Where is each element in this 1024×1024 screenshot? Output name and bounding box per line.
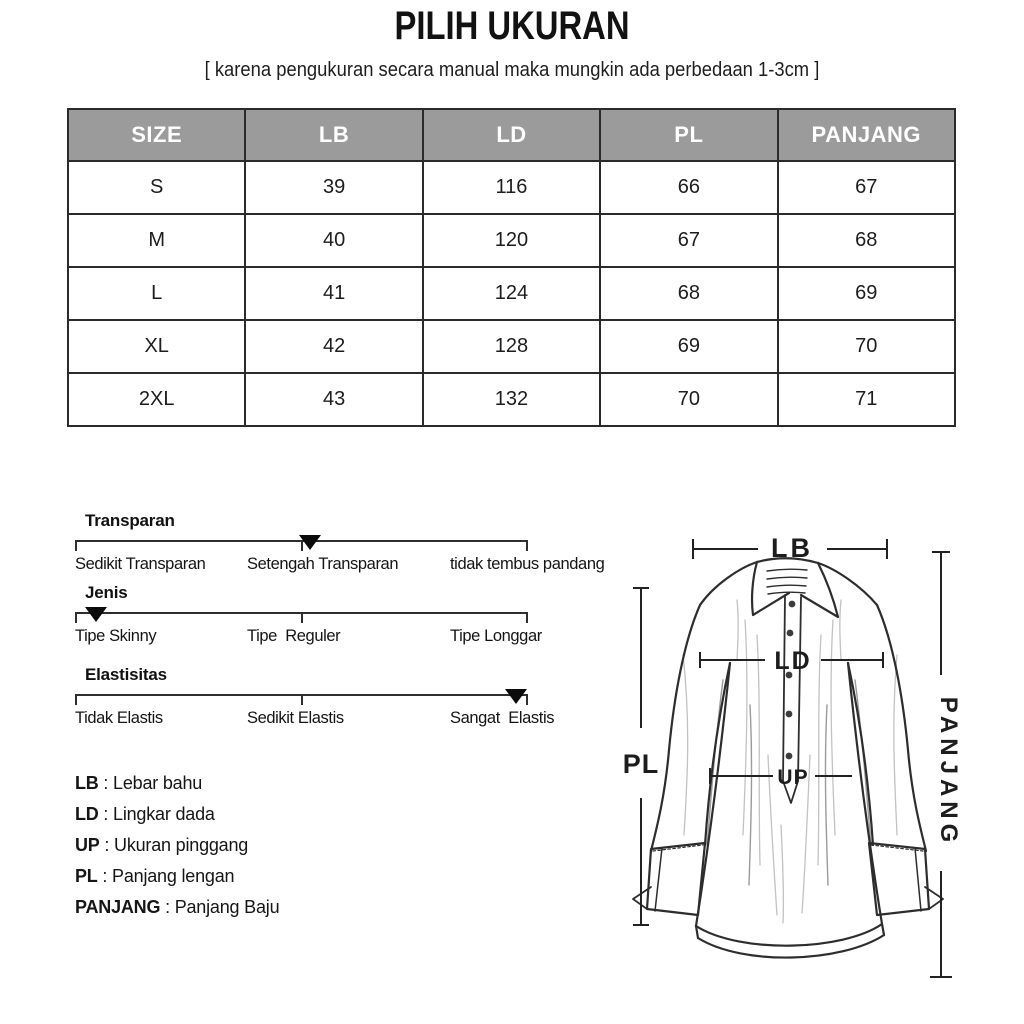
tick-right [526,614,528,623]
value-cell: 69 [778,267,955,320]
table-row [68,267,955,320]
scale-track [75,540,528,552]
scale-label: Tipe Skinny [75,627,157,645]
triangle-marker-icon [299,535,321,550]
value-cell: 70 [778,320,955,373]
column-header-size: SIZE [68,109,245,161]
value-cell: 39 [245,161,422,214]
legend-item-ld [75,804,279,835]
tick-left [75,542,77,551]
sleeve-left-outer [651,605,700,851]
hem [696,924,884,958]
table-row [68,373,955,426]
cuff-left [633,843,705,915]
table-row [68,161,955,214]
value-cell: 42 [245,320,422,373]
legend-abbr: PANJANG [75,897,161,917]
value-cell: 120 [423,214,600,267]
legend-desc: Panjang lengan [112,866,235,886]
legend-item-panjang [75,897,279,928]
column-header-panjang: PANJANG [778,109,955,161]
column-header-pl: PL [600,109,777,161]
legend-abbr: LB [75,773,99,793]
scale-track [75,612,528,624]
tick-middle [301,614,303,623]
scale-label: Sedikit Transparan [75,555,206,573]
buttons [786,601,796,760]
value-cell: 68 [600,267,777,320]
measurement-legend [75,773,279,928]
value-cell: 128 [423,320,600,373]
scale-label: Tidak Elastis [75,709,163,727]
value-cell: 41 [245,267,422,320]
size-cell: L [68,267,245,320]
sleeve-right-outer [877,605,926,851]
scale-elastisitas [75,665,615,731]
value-cell: 69 [600,320,777,373]
scale-title: Jenis [85,583,128,602]
up-label: UP [777,766,809,789]
value-cell: 40 [245,214,422,267]
legend-separator: : [98,804,114,824]
table-row [68,214,955,267]
legend-separator: : [98,773,114,793]
scale-label: Sangat Elastis [450,709,555,727]
tick-right [526,542,528,551]
pl-label: PL [622,749,660,779]
scale-label: Setengah Transparan [247,555,399,573]
scale-label: tidak tembus pandang [450,555,605,573]
legend-desc: Panjang Baju [174,897,280,917]
value-cell: 132 [423,373,600,426]
page-title: PILIH UKURAN [394,4,630,48]
value-cell: 70 [600,373,777,426]
size-table [67,108,956,427]
legend-desc: Lebar bahu [113,773,203,793]
shoulder-left [700,562,757,605]
value-cell: 43 [245,373,422,426]
legend-separator: : [160,897,175,917]
scale-label: Tipe Longgar [450,627,542,645]
size-cell: S [68,161,245,214]
scale-track [75,694,528,706]
legend-item-pl [75,866,279,897]
shirt-measurement-diagram [605,505,1024,1020]
scale-label: Sedikit Elastis [247,709,344,727]
legend-abbr: LD [75,804,99,824]
value-cell: 71 [778,373,955,426]
value-cell: 124 [423,267,600,320]
value-cell: 116 [423,161,600,214]
size-cell: 2XL [68,373,245,426]
table-row [68,320,955,373]
column-header-ld: LD [423,109,600,161]
neckband-lines [767,569,807,594]
legend-separator: : [99,835,115,855]
legend-abbr: PL [75,866,98,886]
scale-title: Transparan [85,511,175,530]
value-cell: 68 [778,214,955,267]
legend-item-lb [75,773,279,804]
value-cell: 67 [778,161,955,214]
tick-middle [301,696,303,705]
lb-label: LB [771,533,813,563]
value-cell: 67 [600,214,777,267]
value-cell: 66 [600,161,777,214]
size-cell: M [68,214,245,267]
cuff-right [869,843,943,915]
legend-desc: Ukuran pinggang [114,835,249,855]
collar-right-lapel [801,563,838,617]
legend-separator: : [97,866,113,886]
page-subtitle: [ karena pengukuran secara manual maka mungkin ada perbedaan 1-3cm ] [204,59,820,81]
legend-item-up [75,835,279,866]
ld-label: LD [774,647,812,675]
scale-label: Tipe Reguler [247,627,341,645]
tick-left [75,696,77,705]
triangle-marker-icon [505,689,527,704]
tick-left [75,614,77,623]
panjang-label: PANJANG [935,696,962,848]
body-right [848,663,882,924]
legend-abbr: UP [75,835,100,855]
scale-jenis [75,583,615,649]
triangle-marker-icon [85,607,107,622]
size-cell: XL [68,320,245,373]
scale-transparan [75,511,615,577]
size-table-header-row [68,109,955,161]
column-header-lb: LB [245,109,422,161]
scale-title: Elastisitas [85,665,167,684]
legend-desc: Lingkar dada [113,804,215,824]
